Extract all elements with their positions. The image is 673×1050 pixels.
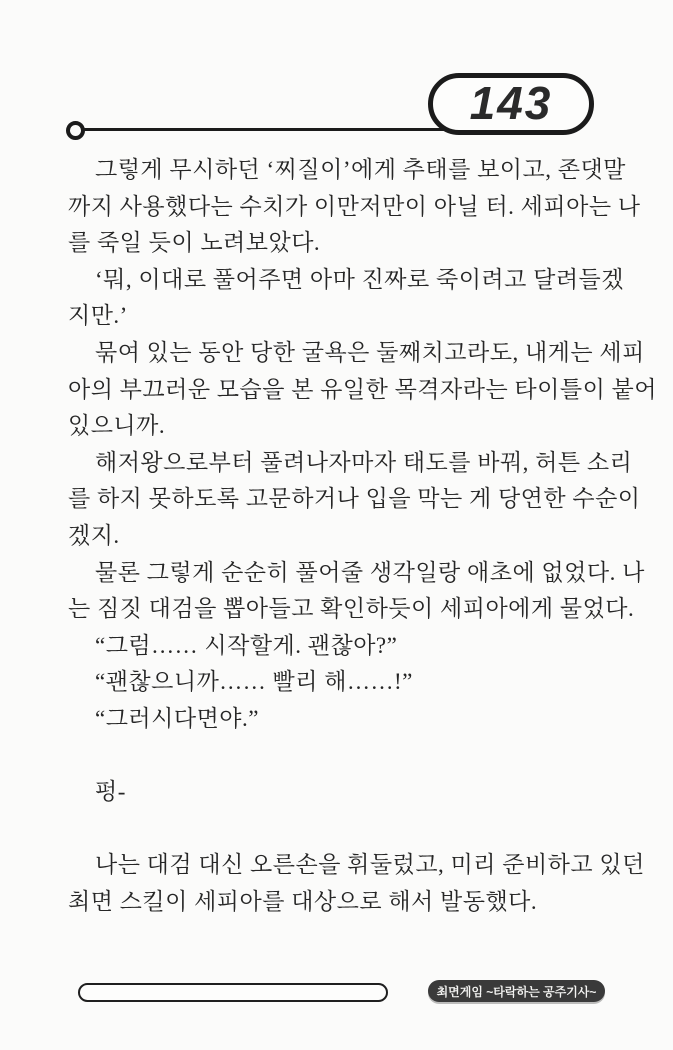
text-line-sound-effect: 펑- — [95, 779, 126, 805]
header-rule — [84, 128, 464, 131]
text-line: 최면 스킬이 세피아를 대상으로 해서 발동했다. — [68, 888, 538, 914]
text-line: “그러시다면야.” — [95, 705, 259, 731]
text-line: 묶여 있는 동안 당한 굴욕은 둘째치고라도, 내게는 세피 — [95, 339, 645, 365]
text-line: 나는 대검 대신 오른손을 휘둘렀고, 미리 준비하고 있던 — [95, 852, 645, 878]
text-line: 는 짐짓 대검을 뽑아들고 확인하듯이 세피아에게 물었다. — [68, 596, 635, 622]
text-line: 해저왕으로부터 풀려나자마자 태도를 바꿔, 허튼 소리 — [95, 449, 633, 475]
text-line: 있으니까. — [68, 413, 166, 439]
text-line: 를 하지 못하도록 고문하거나 입을 막는 게 당연한 수순이 — [68, 486, 641, 512]
text-line: 그렇게 무시하던 ‘찌질이’에게 추태를 보이고, 존댓말 — [95, 157, 626, 182]
text-line: 까지 사용했다는 수치가 이만저만이 아닐 터. 세피아는 나 — [68, 193, 641, 219]
book-title: 최면게임 ~타락하는 공주기사~ — [436, 984, 597, 999]
text-line: 겠지. — [68, 522, 120, 548]
text-line: “괜찮으니까…… 빨리 해……!” — [95, 669, 413, 695]
page-number-badge — [428, 73, 594, 135]
text-line: 를 죽일 듯이 노려보았다. — [68, 230, 321, 256]
text-line: 물론 그렇게 순순히 풀어줄 생각일랑 애초에 없었다. 나 — [95, 559, 645, 585]
text-line: ‘뭐, 이대로 풀어주면 아마 진짜로 죽이려고 달려들겠 — [95, 266, 624, 292]
book-title-badge — [428, 980, 605, 1002]
text-line: 아의 부끄러운 모습을 본 유일한 목격자라는 타이틀이 붙어 — [68, 376, 657, 402]
footer-rule-pill — [78, 983, 388, 1002]
header-rule-dot — [66, 121, 85, 140]
text-line: 지만.’ — [68, 303, 128, 329]
page-number: 143 — [469, 77, 553, 129]
body-text — [68, 152, 657, 920]
text-line: “그럼…… 시작할게. 괜찮아?” — [95, 632, 398, 658]
